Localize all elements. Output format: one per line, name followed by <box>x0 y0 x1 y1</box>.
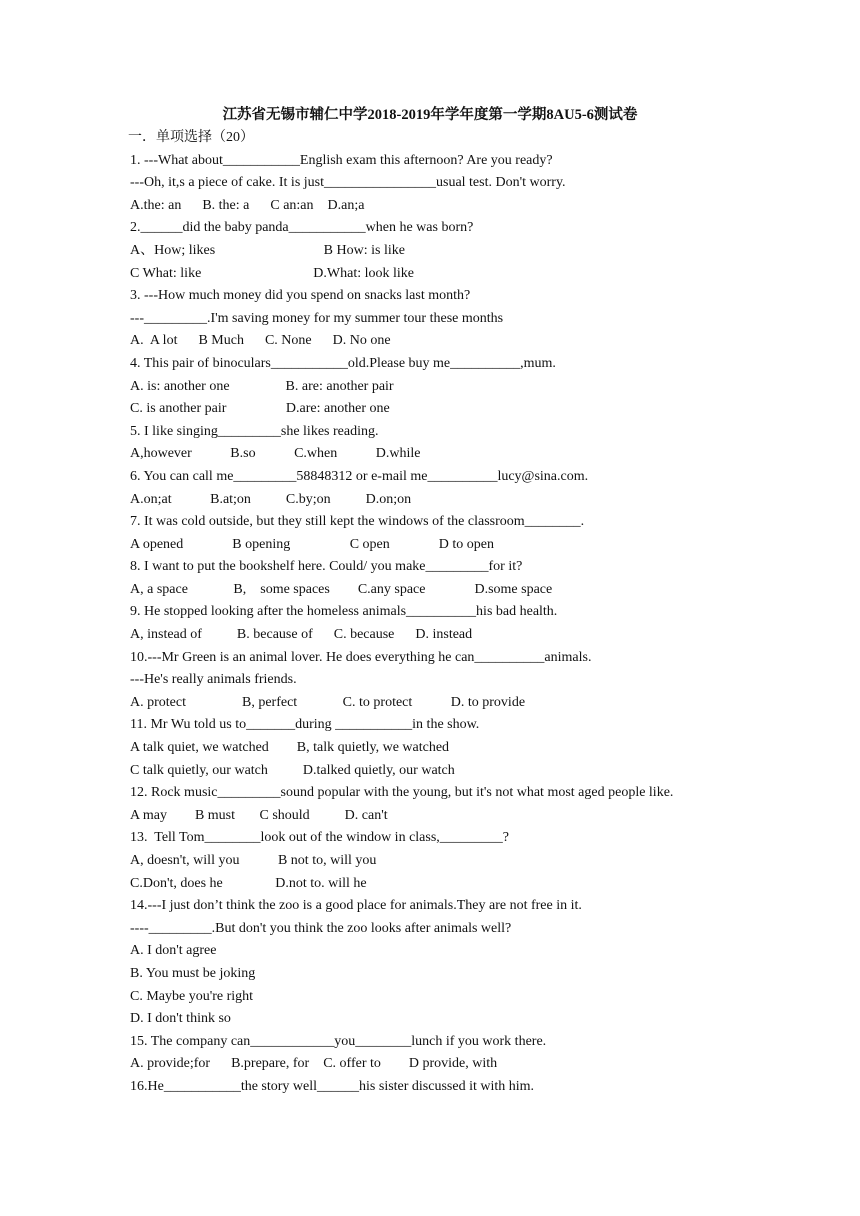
page-title: 江苏省无锡市辅仁中学2018-2019年学年度第一学期8AU5-6测试卷 <box>222 107 638 123</box>
answer-options: A,however B.so C.when D.while <box>130 446 421 462</box>
answer-options: A opened B opening C open D to open <box>130 536 494 552</box>
question-line: ----_________.But don't you think the zoo looks after animals well? <box>130 920 512 936</box>
question-line: ---Oh, it,s a piece of cake. It is just________________usual test. Don't worry. <box>130 175 566 191</box>
answer-options: A. I don't agree <box>130 943 217 959</box>
question-line: 15. The company can____________you________lunch if you work there. <box>130 1033 547 1049</box>
question-line: 1. ---What about___________English exam this afternoon? Are you ready? <box>130 152 553 168</box>
answer-options: A.on;at B.at;on C.by;on D.on;on <box>130 491 412 507</box>
question-line: 12. Rock music_________sound popular with the young, but it's not what most aged people like. <box>130 785 674 801</box>
answer-options: A, a space B, some spaces C.any space D.some space <box>130 581 553 597</box>
answer-options: C.Don't, does he D.not to. will he <box>130 875 367 891</box>
answer-options: A. protect B, perfect C. to protect D. to provide <box>130 694 526 710</box>
question-line: 2.______did the baby panda___________when he was born? <box>130 220 474 236</box>
question-body <box>130 127 830 1099</box>
question-line: ---_________.I'm saving money for my summer tour these months <box>130 310 504 326</box>
question-line: 13. Tell Tom________look out of the window in class,_________? <box>130 830 509 846</box>
question-line: 7. It was cold outside, but they still kept the windows of the classroom________. <box>130 514 585 530</box>
question-line: 8. I want to put the bookshelf here. Could/ you make_________for it? <box>130 559 523 575</box>
question-line: 6. You can call me_________58848312 or e-mail me__________lucy@sina.com. <box>130 468 589 484</box>
question-line: 4. This pair of binoculars___________old.Please buy me__________,mum. <box>130 355 556 371</box>
answer-options: A. is: another one B. are: another pair <box>130 378 394 394</box>
question-line: 16.He___________the story well______his sister discussed it with him. <box>130 1078 535 1094</box>
question-line: 5. I like singing_________she likes reading. <box>130 423 379 439</box>
answer-options: C. Maybe you're right <box>130 988 254 1004</box>
answer-options: A、How; likes B How: is like <box>130 242 405 258</box>
question-line: 11. Mr Wu told us to_______during ___________in the show. <box>130 717 480 733</box>
section-heading: 一．单项选择（20） <box>128 130 254 145</box>
answer-options: C talk quietly, our watch D.talked quietly, our watch <box>130 762 455 778</box>
question-line: 10.---Mr Green is an animal lover. He does everything he can__________animals. <box>130 649 592 665</box>
answer-options: A. A lot B Much C. None D. No one <box>130 333 391 349</box>
answer-options: A may B must C should D. can't <box>130 807 388 823</box>
answer-options: A, instead of B. because of C. because D. instead <box>130 627 473 643</box>
answer-options: B. You must be joking <box>130 965 256 981</box>
answer-options: D. I don't think so <box>130 1011 231 1027</box>
answer-options: C. is another pair D.are: another one <box>130 401 390 417</box>
answer-options: A, doesn't, will you B not to, will you <box>130 853 377 868</box>
question-line: 3. ---How much money did you spend on snacks last month? <box>130 288 471 304</box>
answer-options: A talk quiet, we watched B, talk quietly, we watched <box>130 740 450 756</box>
answer-options: A. provide;for B.prepare, for C. offer to D provide, with <box>130 1056 498 1072</box>
answer-options: C What: like D.What: look like <box>130 265 414 281</box>
question-line: 9. He stopped looking after the homeless animals__________his bad health. <box>130 604 558 620</box>
question-line: ---He's really animals friends. <box>130 672 297 688</box>
question-line: 14.---I just don’t think the zoo is a good place for animals.They are not free in it. <box>130 898 582 914</box>
answer-options: A.the: an B. the: a C an:an D.an;a <box>130 197 365 213</box>
